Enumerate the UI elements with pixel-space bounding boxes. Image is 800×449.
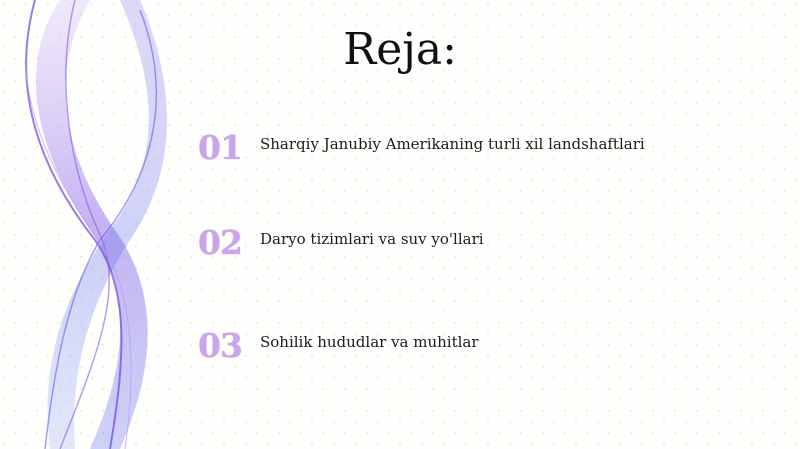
agenda-number: 02 <box>198 223 242 262</box>
agenda-number: 01 <box>198 128 242 167</box>
agenda-text: Sohilik hududlar va muhitlar <box>260 333 479 351</box>
agenda-text: Sharqiy Janubiy Amerikaning turli xil landshaftlari <box>260 135 645 153</box>
agenda-number: 03 <box>198 326 242 365</box>
agenda-text: Daryo tizimlari va suv yo'llari <box>260 230 484 248</box>
decorative-smoke-wave <box>0 0 210 449</box>
page-title: Reja: <box>343 24 457 75</box>
